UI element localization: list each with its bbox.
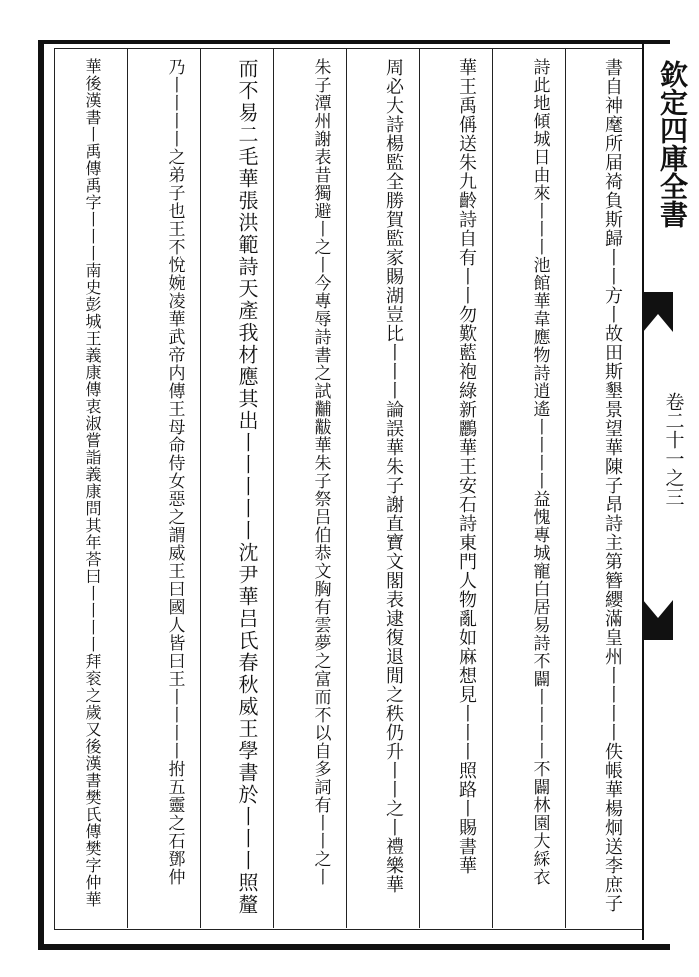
fishtail-top-icon bbox=[643, 292, 673, 332]
fishtail-bottom-icon bbox=[643, 600, 673, 640]
column-text: 詩此地傾城日由來丨丨丨池館華韋應物詩逍遙丨丨丨丨益愧專城寵白居易詩不闢丨丨丨丨不闢林園大綵衣 bbox=[529, 58, 550, 886]
volume-label: 卷二十一之三 bbox=[662, 392, 685, 506]
text-column-2 bbox=[517, 58, 561, 928]
column-text: 而不易二毛華張洪範詩天產我材應其出丨丨丨丨丨沈尹華吕氏春秋威王學書於丨丨丨照釐 bbox=[235, 58, 259, 916]
column-rule bbox=[273, 48, 274, 928]
text-column-8 bbox=[70, 58, 114, 928]
column-rule bbox=[346, 48, 347, 928]
column-text: 華王禹偁送朱九齡詩自有丨丨勿歎藍袍綠新鸝華王安石詩東門人物亂如麻想見丨丨丨照路丨賜書華 bbox=[456, 58, 477, 875]
column-text: 朱子潭州謝表昔獨避丨之丨今專辱詩書之試黼黻華朱子祭吕伯恭文胸有雲夢之富而不以自多詞有丨丨之丨 bbox=[310, 58, 331, 886]
column-rule bbox=[565, 48, 566, 928]
column-text: 乃丨丨丨丨之弟子也王不悅婉凌華武帝内傳王母命侍女惡之謂威王曰國人皆曰王丨丨丨丨拊五靈之石鄧仲 bbox=[164, 58, 185, 886]
column-rule bbox=[492, 48, 493, 928]
column-text: 周必大詩楊監全勝賀監家賜湖豈比丨丨丨論誤華朱子謝直寶文閣表逮復退閒之秩仍升丨丨之丨禮樂華 bbox=[383, 58, 404, 894]
column-rule bbox=[127, 48, 128, 928]
column-rule bbox=[200, 48, 201, 928]
column-text: 書自神麾所届䄎負斯歸丨丨方丨故田斯墾景望華陳子昂詩主第簪纓滿皇州丨丨丨丨佚帳華楊炯送李庶子 bbox=[602, 58, 623, 913]
text-column-7 bbox=[152, 58, 196, 928]
text-column-6 bbox=[225, 58, 269, 928]
text-column-4 bbox=[371, 58, 415, 928]
text-column-1 bbox=[590, 58, 634, 928]
column-text: 華後漢書丨禹傳禹字丨丨丨南史彭城王義康傳衷淑嘗詣義康問其年荅曰丨丨丨丨拜衮之歲又後漢書樊氏傳樊字仲華 bbox=[83, 58, 102, 908]
column-rule bbox=[419, 48, 420, 928]
text-column-5 bbox=[298, 58, 342, 928]
text-column-3 bbox=[444, 58, 488, 928]
book-title: 欽定四庫全書 bbox=[656, 60, 689, 228]
